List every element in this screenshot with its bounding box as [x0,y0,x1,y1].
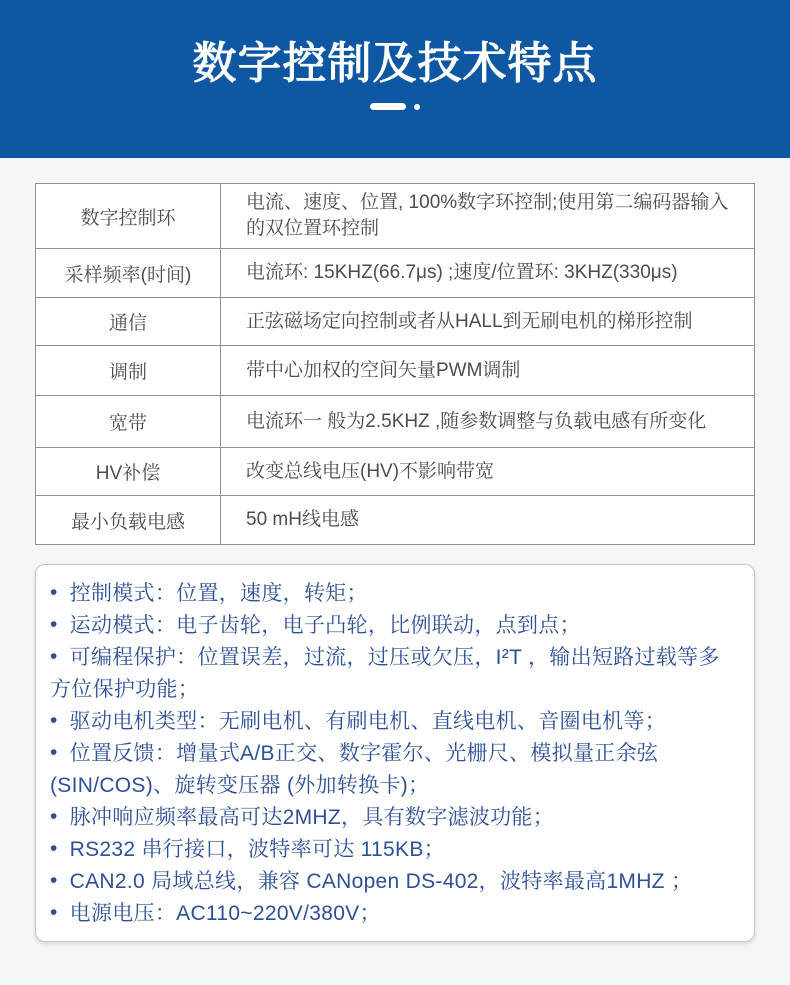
spec-value: 带中心加权的空间矢量PWM调制 [221,346,755,396]
spec-label: 采样频率(时间) [36,249,221,298]
feature-item-text: 脉冲响应频率最高可达2MHZ，具有数字滤波功能； [69,806,555,829]
underline-dash-icon [370,103,406,110]
underline-dot-icon [414,104,420,110]
feature-list-box [35,564,755,942]
feature-item-text: 驱动电机类型：无刷电机、有刷电机、直线电机、音圈电机等； [69,710,667,733]
spec-value: 电流环: 15KHZ(66.7μs) ;速度/位置环: 3KHZ(330μs) [221,249,755,298]
bullet-icon: • [50,645,58,668]
spec-value: 正弦磁场定向控制或者从HALL到无刷电机的梯形控制 [221,298,755,346]
bullet-icon: • [50,709,58,732]
spec-value: 改变总线电压(HV)不影响带宽 [221,448,755,496]
feature-item [50,706,734,738]
spec-row [36,448,755,496]
spec-value: 电流环一 般为2.5KHZ ,随参数调整与负载电感有所变化 [221,396,755,448]
feature-item [50,866,734,898]
feature-item [50,642,734,706]
spec-row [36,249,755,298]
feature-item-text: 可编程保护：位置误差，过流，过压或欠压，I²T ，输出短路过载等多方位保护功能； [50,646,720,701]
spec-row [36,346,755,396]
feature-item-text: RS232 串行接口，波特率可达 115KB； [69,838,445,861]
feature-item [50,610,734,642]
page-banner [0,0,790,158]
spec-label: 数字控制环 [36,184,221,249]
spec-row [36,184,755,249]
bullet-icon: • [50,869,58,892]
feature-item [50,834,734,866]
page-title: 数字控制及技术特点 [192,39,598,88]
spec-row [36,396,755,448]
feature-item-text: 位置反馈：增量式A/B正交、数字霍尔、光栅尺、模拟量正余弦(SIN/COS)、旋转变压器 (外加转换卡)； [50,742,659,797]
feature-item [50,578,734,610]
feature-item-text: 控制模式：位置，速度，转矩； [69,582,368,605]
feature-item-text: 运动模式：电子齿轮，电子凸轮，比例联动，点到点； [69,614,581,637]
feature-item-text: 电源电压：AC110~220V/380V； [69,902,381,925]
bullet-icon: • [50,581,58,604]
feature-item-text: CAN2.0 局域总线，兼容 CANopen DS-402，波特率最高1MHZ ； [69,870,693,893]
feature-list [50,578,734,930]
bullet-icon: • [50,805,58,828]
bullet-icon: • [50,837,58,860]
feature-item [50,738,734,802]
spec-label: 宽带 [36,396,221,448]
bullet-icon: • [50,613,58,636]
bullet-icon: • [50,741,58,764]
feature-item [50,802,734,834]
spec-value: 50 mH线电感 [221,496,755,545]
spec-value: 电流、速度、位置, 100%数字环控制;使用第二编码器输入的双位置环控制 [221,184,755,249]
spec-row [36,496,755,545]
content-area [0,158,790,942]
spec-label: 调制 [36,346,221,396]
spec-table [35,183,755,545]
feature-item [50,898,734,930]
bullet-icon: • [50,901,58,924]
spec-label: 最小负载电感 [36,496,221,545]
title-underline [370,103,420,110]
spec-label: HV补偿 [36,448,221,496]
spec-row [36,298,755,346]
spec-label: 通信 [36,298,221,346]
